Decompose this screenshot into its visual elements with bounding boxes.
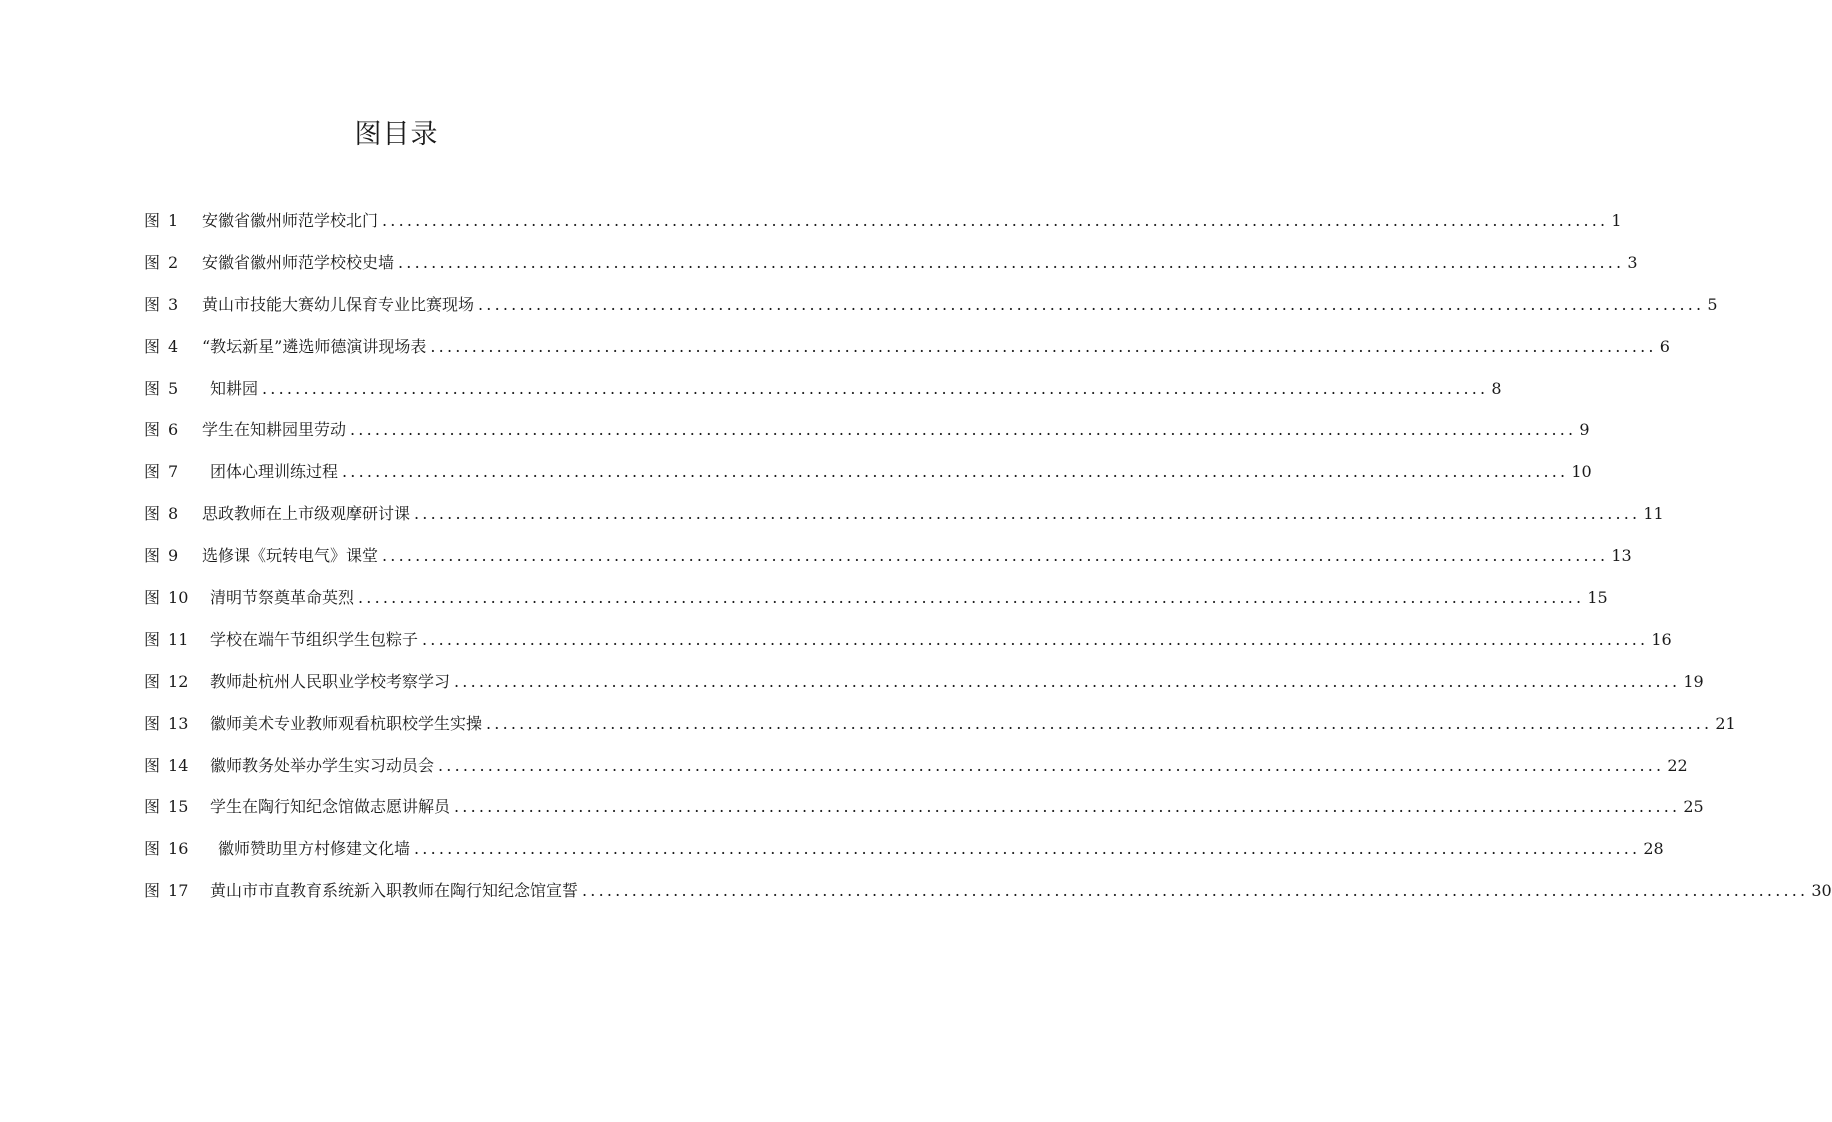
figure-label (144, 409, 200, 451)
figure-number: 14 (168, 755, 189, 775)
dot-leader (582, 870, 1808, 912)
list-item[interactable] (144, 284, 1718, 326)
page-number: 13 (1611, 546, 1632, 566)
figure-label (144, 451, 200, 493)
figure-title: 学生在知耕园里劳动 (202, 420, 347, 440)
figure-title: 学生在陶行知纪念馆做志愿讲解员 (210, 797, 451, 817)
figure-word: 图 (144, 755, 161, 775)
figure-word: 图 (144, 504, 161, 524)
list-item[interactable] (144, 326, 1670, 368)
figure-title: 徽师教务处举办学生实习动员会 (210, 755, 435, 775)
figure-title: 学校在端午节组织学生包粽子 (210, 629, 419, 649)
figure-label (144, 535, 200, 577)
figure-number: 3 (168, 294, 179, 314)
figure-label (144, 745, 200, 787)
figure-number: 12 (168, 671, 189, 691)
figure-label (144, 786, 200, 828)
figure-number: 15 (168, 797, 189, 817)
figure-word: 图 (144, 294, 161, 314)
page-number: 6 (1659, 336, 1670, 356)
dot-leader (414, 828, 1640, 870)
dot-leader (478, 284, 1704, 326)
page-number: 30 (1811, 881, 1832, 901)
list-item[interactable] (144, 661, 1704, 703)
figure-title: “教坛新星”遴选师德演讲现场表 (202, 336, 427, 356)
figure-word: 图 (144, 211, 161, 230)
page-number: 22 (1667, 755, 1688, 775)
figure-title: 徽师美术专业教师观看杭职校学生实操 (210, 713, 483, 733)
figure-title: 安徽省徽州师范学校北门 (202, 211, 379, 230)
list-item[interactable] (144, 703, 1736, 745)
page-number: 10 (1571, 462, 1592, 482)
dot-leader (342, 451, 1568, 493)
figure-word: 图 (144, 671, 161, 691)
dot-leader (422, 619, 1648, 661)
figure-label (144, 493, 200, 535)
figure-number: 16 (168, 839, 189, 859)
figure-number: 17 (168, 881, 189, 901)
figure-label (144, 828, 200, 870)
list-item[interactable] (144, 535, 1632, 577)
dot-leader (350, 409, 1576, 451)
figure-label (144, 619, 200, 661)
figure-label (144, 661, 200, 703)
figure-number: 2 (168, 252, 179, 272)
figure-title: 教师赴杭州人民职业学校考察学习 (210, 671, 451, 691)
figure-label (144, 326, 200, 368)
figure-title: 思政教师在上市级观摩研讨课 (202, 504, 411, 524)
dot-leader (430, 326, 1656, 368)
figure-number: 10 (168, 588, 189, 608)
dot-leader (358, 577, 1584, 619)
dot-leader (398, 242, 1624, 284)
figure-number: 6 (168, 420, 179, 440)
page-number: 28 (1643, 839, 1664, 859)
figure-label (144, 870, 200, 912)
figure-word: 图 (144, 629, 161, 649)
page-number: 11 (1643, 504, 1664, 524)
list-item[interactable] (144, 745, 1688, 787)
list-item[interactable] (144, 828, 1664, 870)
figure-label (144, 368, 200, 410)
figure-title: 知耕园 (210, 378, 259, 398)
figure-word: 图 (144, 462, 161, 482)
figure-word: 图 (144, 588, 161, 608)
list-item[interactable] (144, 200, 1622, 242)
figure-word: 图 (144, 378, 161, 398)
list-item[interactable] (144, 493, 1664, 535)
figure-label (144, 703, 200, 745)
figure-number: 7 (168, 462, 179, 482)
page-number: 1 (1611, 211, 1622, 230)
figure-title: 黄山市市直教育系统新入职教师在陶行知纪念馆宣誓 (210, 881, 579, 901)
figure-title: 团体心理训练过程 (210, 462, 339, 482)
figure-title: 徽师赞助里方村修建文化墙 (218, 839, 411, 859)
dot-leader (382, 200, 1608, 242)
dot-leader (414, 493, 1640, 535)
figure-word: 图 (144, 336, 161, 356)
figure-number: 5 (168, 378, 179, 398)
figure-word: 图 (144, 881, 161, 901)
list-item[interactable] (144, 409, 1590, 451)
figure-word: 图 (144, 252, 161, 272)
dot-leader (454, 661, 1680, 703)
figure-label (144, 284, 200, 326)
figure-word: 图 (144, 713, 161, 733)
list-item[interactable] (144, 242, 1638, 284)
figure-title: 清明节祭奠革命英烈 (210, 588, 355, 608)
page-number: 8 (1491, 378, 1502, 398)
page-number: 3 (1627, 252, 1638, 272)
page-number: 5 (1707, 294, 1718, 314)
list-item[interactable] (144, 577, 1608, 619)
list-item[interactable] (144, 368, 1502, 410)
list-item[interactable] (144, 619, 1672, 661)
figure-number: 9 (168, 546, 179, 566)
dot-leader (454, 786, 1680, 828)
figure-list (144, 200, 1832, 912)
dot-leader (438, 745, 1664, 787)
page-title: 图目录 (354, 119, 439, 150)
figure-number: 1 (168, 211, 179, 230)
page-number: 9 (1579, 420, 1590, 440)
figure-label (144, 242, 200, 284)
list-item[interactable] (144, 451, 1592, 493)
dot-leader (486, 703, 1712, 745)
page-number: 15 (1587, 588, 1608, 608)
page-number: 21 (1715, 713, 1736, 733)
figure-number: 4 (168, 336, 179, 356)
figure-word: 图 (144, 420, 161, 440)
page-number: 19 (1683, 671, 1704, 691)
figure-number: 8 (168, 504, 179, 524)
figure-word: 图 (144, 839, 161, 859)
figure-label (144, 577, 200, 619)
figure-title: 安徽省徽州师范学校校史墙 (202, 252, 395, 272)
list-item[interactable] (144, 870, 1832, 912)
figure-number: 11 (168, 629, 189, 649)
dot-leader (262, 368, 1488, 410)
figure-word: 图 (144, 546, 161, 566)
list-item[interactable] (144, 786, 1704, 828)
figure-title: 选修课《玩转电气》课堂 (202, 546, 379, 566)
page-number: 25 (1683, 797, 1704, 817)
figure-number: 13 (168, 713, 189, 733)
figure-title: 黄山市技能大赛幼儿保育专业比赛现场 (202, 294, 475, 314)
figure-label (144, 200, 200, 242)
figure-word: 图 (144, 797, 161, 817)
page-number: 16 (1651, 629, 1672, 649)
dot-leader (382, 535, 1608, 577)
